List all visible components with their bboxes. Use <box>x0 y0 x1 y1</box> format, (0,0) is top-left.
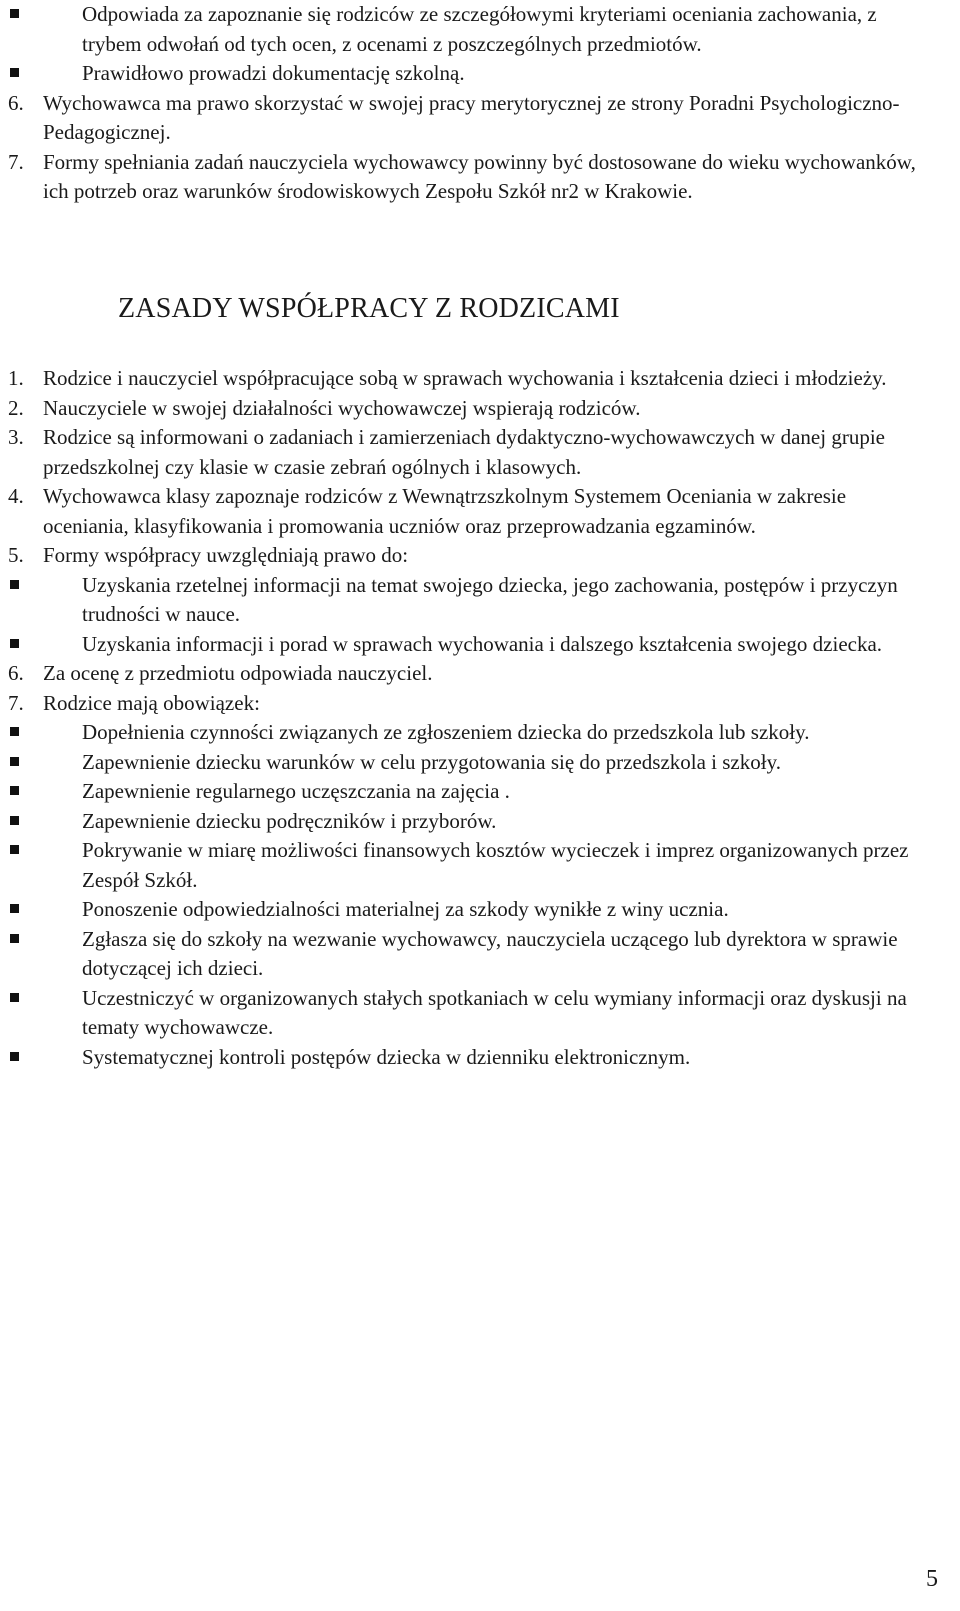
sub-list-item <box>0 718 960 748</box>
sub-list-item <box>0 807 960 837</box>
list-item-text: Nauczyciele w swojej działalności wychowawczej wspierają rodziców. <box>43 395 641 420</box>
section-heading: ZASADY WSPÓŁPRACY Z RODZICAMI <box>118 293 620 324</box>
square-bullet-icon <box>10 786 19 795</box>
list-item <box>0 689 960 719</box>
list-item <box>0 148 960 207</box>
list-item-text: Ponoszenie odpowiedzialności materialnej za szkody wynikłe z winy ucznia. <box>82 897 729 921</box>
square-bullet-icon <box>10 845 19 854</box>
list-item <box>0 541 960 571</box>
section-list <box>0 364 960 1072</box>
sub-list-item <box>0 925 960 984</box>
list-item-text: Pokrywanie w miarę możliwości finansowych kosztów wycieczek i imprez organizowanych przez Zespół Szkół. <box>82 838 909 892</box>
list-item <box>0 89 960 148</box>
square-bullet-icon <box>10 639 19 648</box>
list-item-text: Rodzice są informowani o zadaniach i zamierzeniach dydaktyczno-wychowawczych w danej grupie przedszkolnej czy klasie w czasie zebrań ogólnych i klasowych. <box>43 425 885 479</box>
sub-list-item <box>0 630 960 660</box>
square-bullet-icon <box>10 727 19 736</box>
square-bullet-icon <box>10 904 19 913</box>
square-bullet-icon <box>10 1052 19 1061</box>
square-bullet-icon <box>10 9 19 18</box>
list-item-text: Uzyskania informacji i porad w sprawach wychowania i dalszego kształcenia swojego dziecka. <box>82 631 883 656</box>
square-bullet-icon <box>10 757 19 766</box>
list-item <box>0 59 960 89</box>
list-item-text: Uczestniczyć w organizowanych stałych spotkaniach w celu wymiany informacji oraz dyskusji na tematy wychowawcze. <box>82 985 907 1039</box>
list-item-text: Zapewnienie regularnego uczęszczania na zajęcia . <box>82 779 510 803</box>
square-bullet-icon <box>10 68 19 77</box>
sub-list-item <box>0 984 960 1043</box>
list-number: 7. <box>8 690 24 715</box>
list-item <box>0 394 960 424</box>
list-item-text: Uzyskania rzetelnej informacji na temat swojego dziecka, jego zachowania, postępów i przyczyn trudności w nauce. <box>82 572 898 626</box>
list-item-text: Formy współpracy uwzględniają prawo do: <box>43 543 409 567</box>
sub-list-item <box>0 836 960 895</box>
list-item-text: Wychowawca klasy zapoznaje rodziców z Wewnątrzszkolnym Systemem Oceniania w zakresie oceniania, klasyfikowania i promowania uczniów oraz przeprowadzania egzaminów. <box>43 484 847 538</box>
sub-list-item <box>0 777 960 807</box>
list-item-text: Zapewnienie dziecku warunków w celu przygotowania się do przedszkola i szkoły. <box>82 749 781 774</box>
square-bullet-icon <box>10 580 19 589</box>
sub-list-item <box>0 748 960 778</box>
list-item-text: Formy spełniania zadań nauczyciela wychowawcy powinny być dostosowane do wieku wychowanków, ich potrzeb oraz warunków środowiskowych Zespołu Szkół nr2 w Krakowie. <box>43 149 916 203</box>
list-item <box>0 364 960 394</box>
list-item-text: Systematycznej kontroli postępów dziecka w dzienniku elektronicznym. <box>82 1044 691 1069</box>
list-item-text: Odpowiada za zapoznanie się rodziców ze szczegółowymi kryteriami oceniania zachowania, z trybem odwołań od tych ocen, z ocenami z poszczególnych przedmiotów. <box>82 2 877 56</box>
list-number: 6. <box>8 90 24 115</box>
list-item-text: Za ocenę z przedmiotu odpowiada nauczyciel. <box>43 661 433 685</box>
page-number: 5 <box>926 1566 938 1592</box>
list-number: 3. <box>8 425 24 449</box>
sub-list-item <box>0 895 960 925</box>
list-item <box>0 482 960 541</box>
list-number: 7. <box>8 149 24 174</box>
sub-list-item <box>0 1043 960 1073</box>
list-number: 2. <box>8 395 24 420</box>
list-number: 4. <box>8 484 24 508</box>
list-item-text: Rodzice i nauczyciel współpracujące sobą w sprawach wychowania i kształcenia dzieci i młodzieży. <box>43 366 887 390</box>
list-item-text: Zgłasza się do szkoły na wezwanie wychowawcy, nauczyciela uczącego lub dyrektora w sprawie dotyczącej ich dzieci. <box>82 926 898 980</box>
list-item-text: Prawidłowo prowadzi dokumentację szkolną. <box>82 61 465 85</box>
square-bullet-icon <box>10 816 19 825</box>
list-item <box>0 423 960 482</box>
list-number: 6. <box>8 661 24 685</box>
list-number: 5. <box>8 543 24 567</box>
list-item <box>0 659 960 689</box>
list-number: 1. <box>8 366 24 390</box>
square-bullet-icon <box>10 934 19 943</box>
list-item-text: Rodzice mają obowiązek: <box>43 690 260 715</box>
upper-list <box>0 0 960 207</box>
list-item-text: Dopełnienia czynności związanych ze zgłoszeniem dziecka do przedszkola lub szkoły. <box>82 720 810 744</box>
square-bullet-icon <box>10 993 19 1002</box>
list-item <box>0 0 960 59</box>
list-item-text: Wychowawca ma prawo skorzystać w swojej pracy merytorycznej ze strony Poradni Psychologiczno-Pedagogicznej. <box>43 90 900 144</box>
sub-list-item <box>0 571 960 630</box>
list-item-text: Zapewnienie dziecku podręczników i przyborów. <box>82 808 497 833</box>
